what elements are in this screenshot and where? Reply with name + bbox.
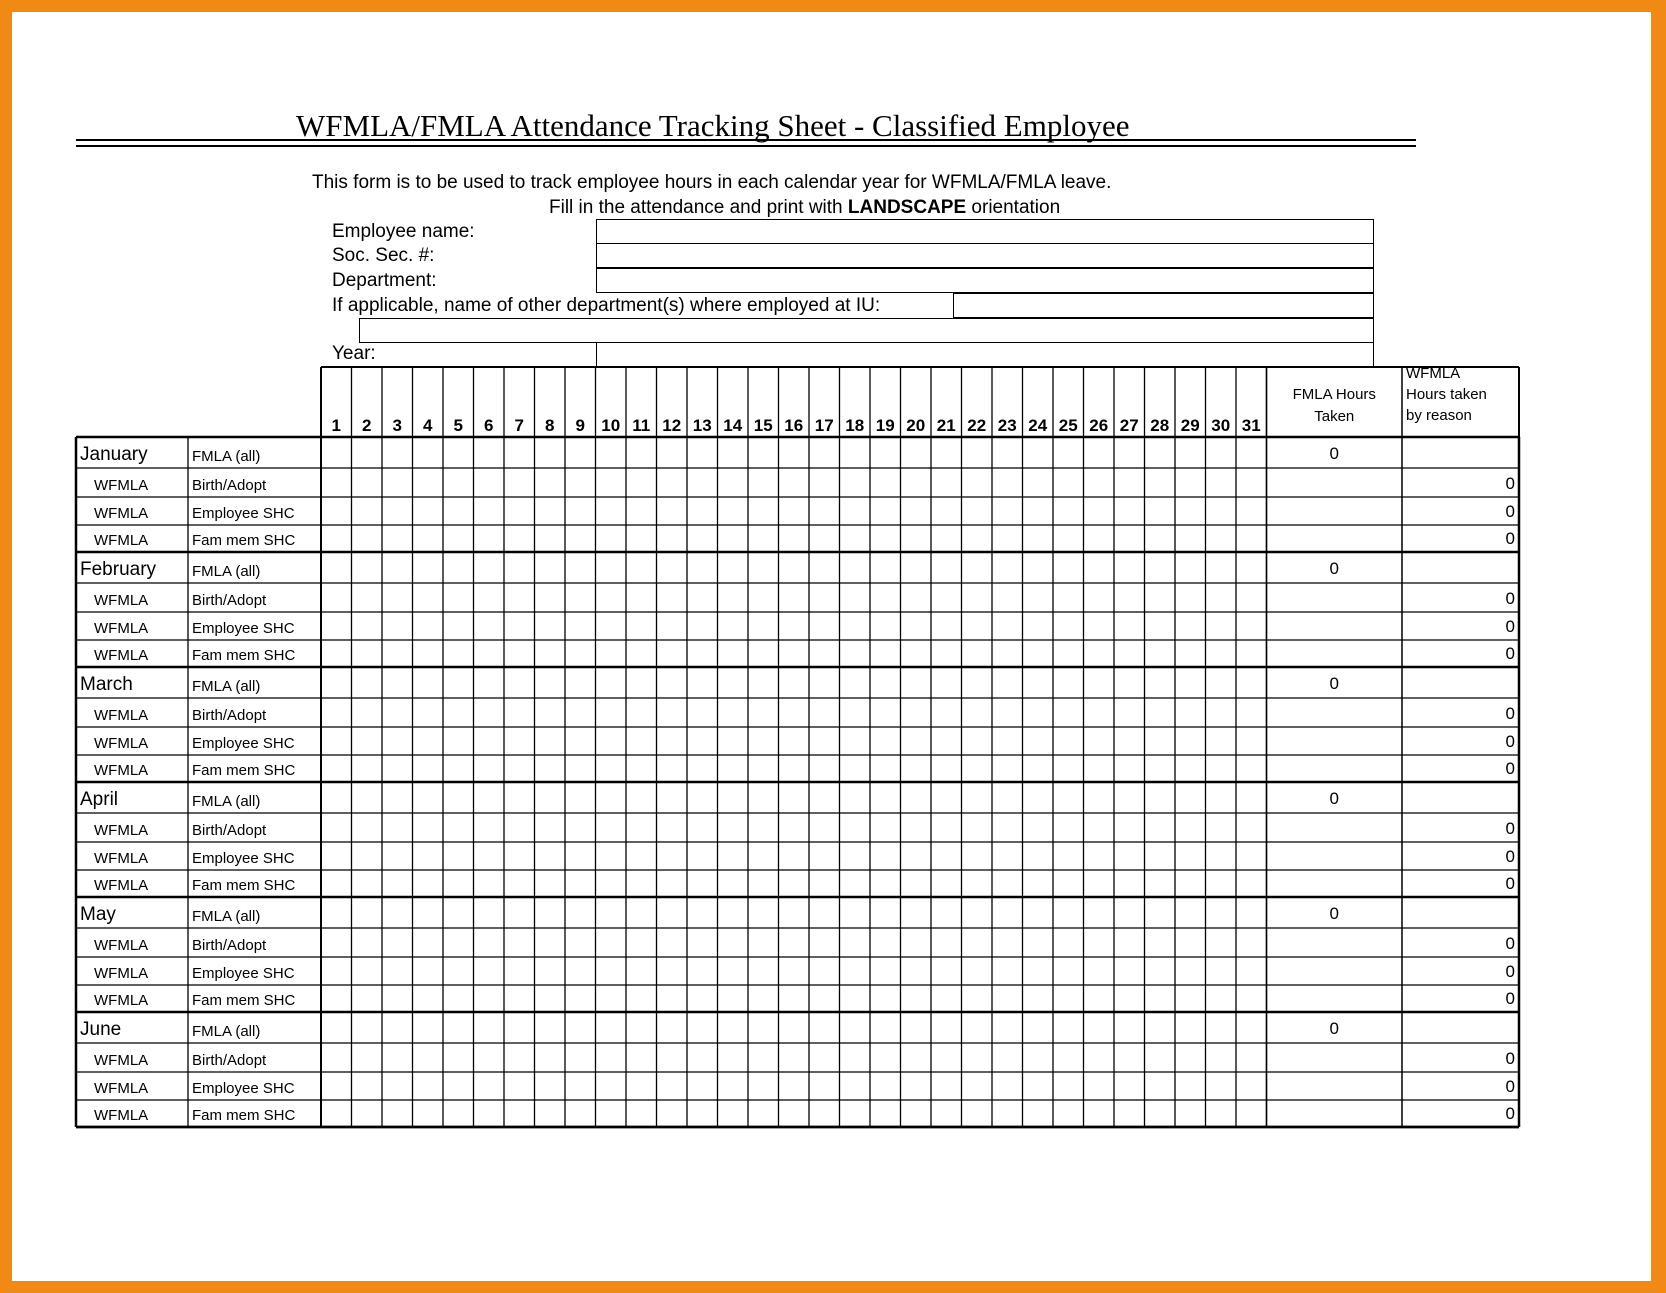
wfmla-row-label: WFMLA <box>94 647 149 664</box>
reason-label: Birth/Adopt <box>192 592 267 609</box>
wfmla-hours-value: 0 <box>1505 934 1515 953</box>
fmla-all-label: FMLA (all) <box>192 678 261 695</box>
wfmla-row-label: WFMLA <box>94 1080 149 1097</box>
fmla-all-label: FMLA (all) <box>192 793 261 810</box>
day-number-31: 31 <box>1241 416 1261 435</box>
wfmla-row-label: WFMLA <box>94 992 149 1009</box>
attendance-sheet <box>12 12 1651 1281</box>
day-number-6: 6 <box>484 416 494 435</box>
month-name-january: January <box>80 444 148 465</box>
fmla-hours-value: 0 <box>1329 789 1339 808</box>
wfmla-row-label: WFMLA <box>94 592 149 609</box>
month-name-march: March <box>80 674 133 695</box>
year-label: Year: <box>332 343 376 364</box>
fmla-all-label: FMLA (all) <box>192 908 261 925</box>
wfmla-hours-header: by reason <box>1406 407 1472 424</box>
reason-label: Birth/Adopt <box>192 937 267 954</box>
reason-label: Fam mem SHC <box>192 532 296 549</box>
fmla-hours-value: 0 <box>1329 904 1339 923</box>
wfmla-hours-value: 0 <box>1505 759 1515 778</box>
wfmla-row-label: WFMLA <box>94 850 149 867</box>
wfmla-hours-value: 0 <box>1505 989 1515 1008</box>
wfmla-hours-value: 0 <box>1505 819 1515 838</box>
wfmla-row-label: WFMLA <box>94 620 149 637</box>
day-number-23: 23 <box>997 416 1017 435</box>
wfmla-row-label: WFMLA <box>94 707 149 724</box>
employee-name-label: Employee name: <box>332 221 475 242</box>
day-number-12: 12 <box>662 416 682 435</box>
intro-line-2-suffix: orientation <box>966 197 1061 218</box>
month-name-june: June <box>80 1019 122 1040</box>
department-label: Department: <box>332 270 437 291</box>
wfmla-hours-header: Hours taken <box>1406 386 1487 403</box>
reason-label: Employee SHC <box>192 505 295 522</box>
reason-label: Fam mem SHC <box>192 647 296 664</box>
month-name-february: February <box>80 559 157 580</box>
day-number-26: 26 <box>1089 416 1109 435</box>
day-number-27: 27 <box>1119 416 1139 435</box>
fmla-hours-header: FMLA Hours <box>1292 386 1376 403</box>
wfmla-hours-value: 0 <box>1505 1104 1515 1123</box>
wfmla-hours-header: WFMLA <box>1406 365 1461 382</box>
day-number-20: 20 <box>906 416 926 435</box>
reason-label: Birth/Adopt <box>192 477 267 494</box>
fmla-hours-value: 0 <box>1329 559 1339 578</box>
reason-label: Employee SHC <box>192 965 295 982</box>
reason-label: Birth/Adopt <box>192 1052 267 1069</box>
day-number-21: 21 <box>936 416 956 435</box>
day-number-25: 25 <box>1058 416 1078 435</box>
day-number-17: 17 <box>814 416 834 435</box>
wfmla-row-label: WFMLA <box>94 735 149 752</box>
intro-line-2-bold: LANDSCAPE <box>847 197 967 218</box>
intro-line-2-prefix: Fill in the attendance and print with <box>549 197 848 218</box>
wfmla-hours-value: 0 <box>1505 502 1515 521</box>
reason-label: Fam mem SHC <box>192 877 296 894</box>
reason-label: Employee SHC <box>192 735 295 752</box>
day-number-8: 8 <box>545 416 555 435</box>
wfmla-hours-value: 0 <box>1505 589 1515 608</box>
wfmla-row-label: WFMLA <box>94 477 149 494</box>
day-number-15: 15 <box>753 416 773 435</box>
wfmla-hours-value: 0 <box>1505 732 1515 751</box>
wfmla-row-label: WFMLA <box>94 762 149 779</box>
wfmla-hours-value: 0 <box>1505 474 1515 493</box>
fmla-hours-value: 0 <box>1329 444 1339 463</box>
day-number-14: 14 <box>723 416 743 435</box>
month-name-april: April <box>80 789 119 810</box>
other-department-label: If applicable, name of other department(s) where employed at IU: <box>332 295 881 316</box>
wfmla-row-label: WFMLA <box>94 822 149 839</box>
wfmla-hours-value: 0 <box>1505 529 1515 548</box>
day-number-2: 2 <box>362 416 372 435</box>
wfmla-hours-value: 0 <box>1505 962 1515 981</box>
day-number-24: 24 <box>1028 416 1048 435</box>
reason-label: Birth/Adopt <box>192 822 267 839</box>
day-number-30: 30 <box>1211 416 1231 435</box>
month-name-may: May <box>80 904 116 925</box>
reason-label: Employee SHC <box>192 850 295 867</box>
day-number-11: 11 <box>632 416 651 435</box>
wfmla-row-label: WFMLA <box>94 965 149 982</box>
soc-sec-label: Soc. Sec. #: <box>332 245 435 266</box>
wfmla-row-label: WFMLA <box>94 1107 149 1124</box>
day-number-16: 16 <box>784 416 804 435</box>
day-number-10: 10 <box>601 416 621 435</box>
page-title: WFMLA/FMLA Attendance Tracking Sheet - Classified Employee <box>296 108 1130 143</box>
wfmla-hours-value: 0 <box>1505 1077 1515 1096</box>
wfmla-hours-value: 0 <box>1505 847 1515 866</box>
day-number-13: 13 <box>692 416 712 435</box>
day-number-9: 9 <box>575 416 585 435</box>
reason-label: Fam mem SHC <box>192 992 296 1009</box>
fmla-all-label: FMLA (all) <box>192 448 261 465</box>
reason-label: Fam mem SHC <box>192 762 296 779</box>
wfmla-hours-value: 0 <box>1505 1049 1515 1068</box>
wfmla-row-label: WFMLA <box>94 505 149 522</box>
reason-label: Fam mem SHC <box>192 1107 296 1124</box>
wfmla-hours-value: 0 <box>1505 644 1515 663</box>
day-number-19: 19 <box>875 416 895 435</box>
day-number-1: 1 <box>331 416 341 435</box>
fmla-hours-header: Taken <box>1314 408 1355 425</box>
wfmla-row-label: WFMLA <box>94 937 149 954</box>
intro-line-1: This form is to be used to track employee hours in each calendar year for WFMLA/FMLA leave. <box>312 172 1112 193</box>
fmla-hours-value: 0 <box>1329 1019 1339 1038</box>
wfmla-row-label: WFMLA <box>94 877 149 894</box>
day-number-28: 28 <box>1150 416 1170 435</box>
day-number-22: 22 <box>967 416 987 435</box>
day-number-5: 5 <box>453 416 463 435</box>
day-number-18: 18 <box>845 416 865 435</box>
reason-label: Birth/Adopt <box>192 707 267 724</box>
wfmla-row-label: WFMLA <box>94 532 149 549</box>
day-number-29: 29 <box>1180 416 1200 435</box>
fmla-all-label: FMLA (all) <box>192 563 261 580</box>
fmla-all-label: FMLA (all) <box>192 1023 261 1040</box>
wfmla-hours-value: 0 <box>1505 874 1515 893</box>
reason-label: Employee SHC <box>192 1080 295 1097</box>
wfmla-hours-value: 0 <box>1505 617 1515 636</box>
day-number-3: 3 <box>392 416 402 435</box>
wfmla-row-label: WFMLA <box>94 1052 149 1069</box>
attendance-grid <box>12 12 1651 1281</box>
reason-label: Employee SHC <box>192 620 295 637</box>
day-number-7: 7 <box>514 416 524 435</box>
wfmla-hours-value: 0 <box>1505 704 1515 723</box>
day-number-4: 4 <box>423 416 433 435</box>
fmla-hours-value: 0 <box>1329 674 1339 693</box>
